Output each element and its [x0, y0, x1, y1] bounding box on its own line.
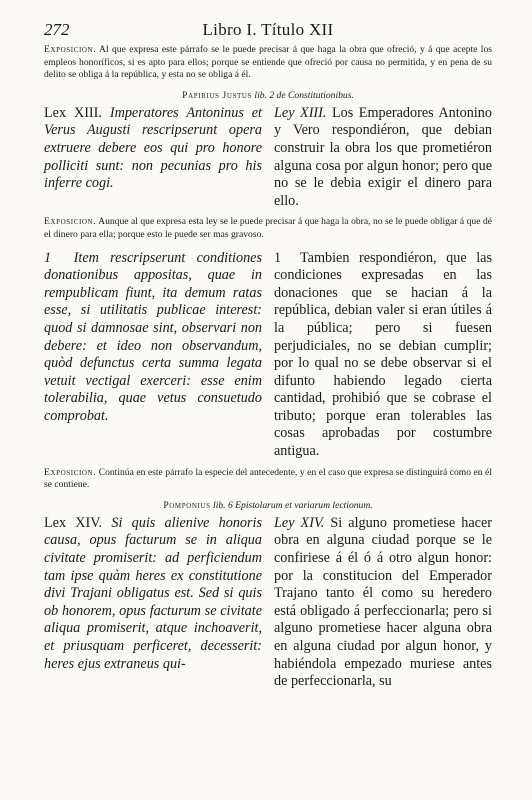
page: [44, 20, 492, 691]
ley-label: Ley XIII.: [274, 104, 327, 121]
spanish-text: Tambien respondiéron, que las condiciones expresadas en las donaciones que se hacian á la república, debian valer si eran útiles á la pública; pero si fuesen perjudiciales, no se debian cumplir; por lo qual no se debe observar si el difunto habiendo legado cierta cantidad, prohibió que se cobrase el tributo; porque eran tolerables las cosas aprobadas por costumbre antigua.: [274, 249, 492, 460]
exposicion-paragraph: [44, 44, 492, 82]
page-header: [44, 20, 492, 44]
source-work: lib. 2 de Constitutionibus.: [254, 89, 354, 101]
exposicion-label: Exposicion.: [44, 44, 97, 55]
spanish-column: [274, 250, 492, 461]
lex-label: Lex XIII.: [44, 104, 102, 121]
exposicion-paragraph: [44, 467, 492, 492]
paragraph-number: 1: [274, 249, 282, 266]
spanish-column: [274, 515, 492, 691]
latin-column: [44, 250, 262, 461]
exposicion-text: Aunque al que expresa esta ley se le puede precisar á que haga la obra, no se le puede obligar á que dé el dinero para ella; porque esto le puede ser mas gravoso.: [44, 216, 492, 240]
page-number: 272: [44, 20, 70, 39]
lex-13-columns: [44, 105, 492, 211]
spanish-text: Los Emperadores Antonino y Vero respondiéron, que debian construir la obra los que prometiéron alguna cosa por algun honor; pero que no se le debia exigir el dinero para ello.: [274, 104, 492, 209]
source-citation: [44, 90, 492, 101]
exposicion-text: Al que expresa este párrafo se le puede precisar á que haga la obra que ofreció, y á que acepte los empleos honoríficos, si es apto para ellos; porque se entiende que ofreció por causa no permitida, y en pena de su delito se obliga á la república, y esta no se obliga á él.: [44, 44, 492, 81]
latin-text: Imperatores Antoninus et Verus Augusti rescripserunt opera extruere debere eos qui pro honore polliciti sunt: non pecunias pro his inferre cogi.: [44, 104, 262, 192]
source-author: Papirius Justus: [182, 89, 253, 101]
lex-14-columns: [44, 515, 492, 691]
exposicion-label: Exposicion.: [44, 466, 97, 478]
source-citation: [44, 500, 492, 511]
latin-text: Item rescripserunt conditiones donationibus appositas, quae in rempublicam fiunt, ita demum ratas esse, si utilitatis publicae interest: quod si damnosae sint, observari non debere: et ideo non observandum, quòd defunctus certa summa legata vetuit vectigal exerceri: esse enim tolerabilia, quae vetus consuetudo comprobat.: [44, 249, 262, 424]
latin-column: [44, 515, 262, 691]
paragraph-number: 1: [44, 249, 52, 266]
paragraph-1-columns: [44, 250, 492, 461]
latin-text: Si quis alienive honoris causa, opus facturum se in aliqua civitate promiserit: ad perficiendum tam ipse quàm heres ex constitutione divi Trajani obligatus est. Sed si quis ob honorem, opus facturum se civitate aliqua promiserit, atque inchoaverit, et priusquam perficeret, decesserit: heres ejus extraneus qui-: [44, 514, 262, 672]
spanish-column: [274, 105, 492, 211]
exposicion-label: Exposicion.: [44, 216, 97, 228]
latin-column: [44, 105, 262, 211]
lex-label: Lex XIV.: [44, 514, 103, 531]
exposicion-paragraph: [44, 216, 492, 241]
source-author: Pomponius: [163, 499, 211, 511]
ley-label: Ley XIV.: [274, 514, 325, 531]
spanish-text: Si alguno prometiese hacer obra en alguna ciudad porque se le confiriese á él ó á otro algun honor: por la constitucion del Emperador Trajano tanto él como su heredero está obligado á perfeccionarla; pero si alguno prometiese hacer alguna obra en alguna ciudad por algun honor, y habiéndola empezado muriese antes de perfeccionarla, su: [274, 514, 493, 690]
source-work: lib. 6 Epistolarum et variarum lectionum.: [213, 499, 373, 511]
running-title: Libro I. Título XII: [202, 20, 334, 39]
exposicion-text: Continúa en este párrafo la especie del antecedente, y en el caso que expresa se distinguirá como en él se contiene.: [44, 466, 492, 491]
